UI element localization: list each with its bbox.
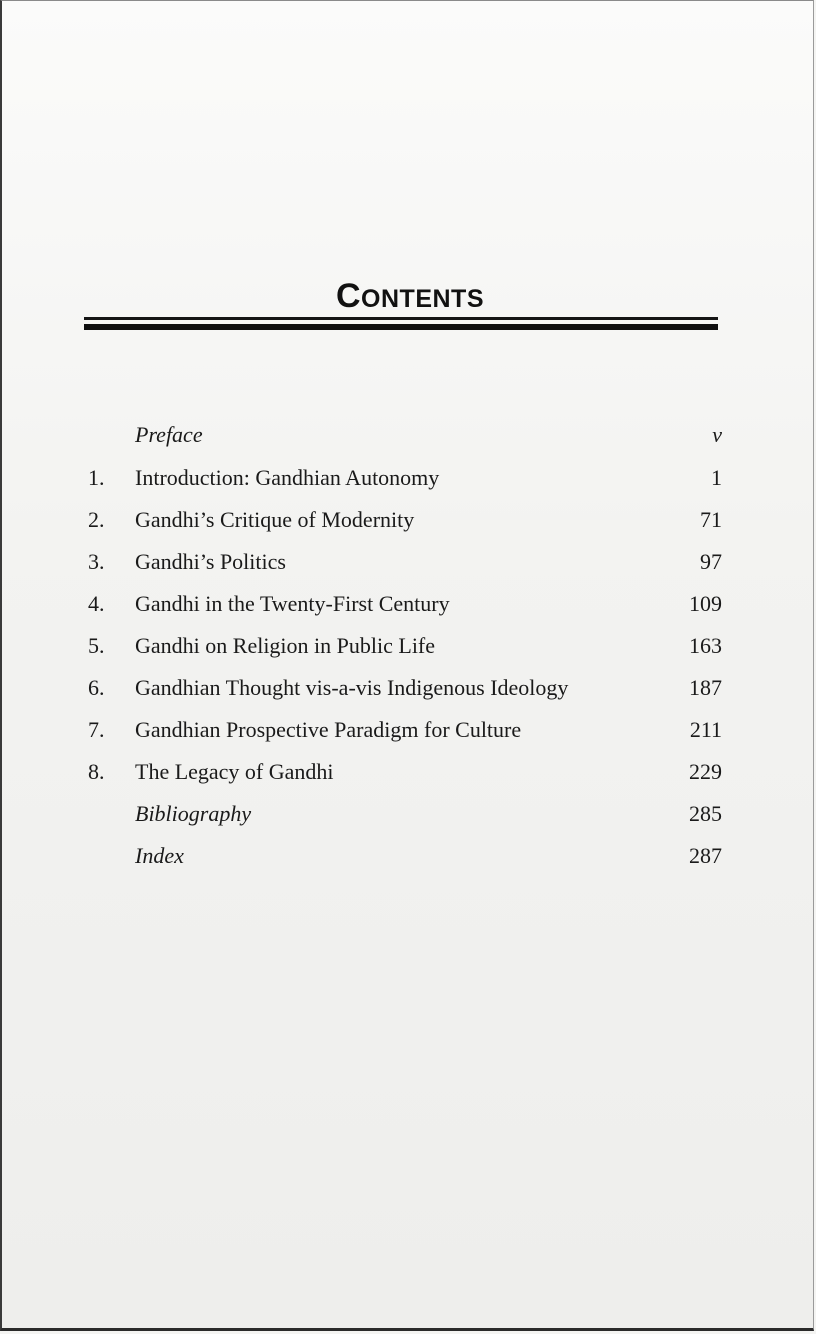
toc-entry-bibliography[interactable]	[2, 794, 816, 834]
toc-entry-chapter-7[interactable]	[2, 710, 816, 750]
entry-page: 1	[711, 465, 722, 490]
heading-initial: C	[335, 277, 362, 315]
contents-heading	[2, 277, 816, 316]
entry-number: 1.	[88, 465, 105, 490]
toc-entry-chapter-3[interactable]	[2, 542, 816, 582]
entry-number: 7.	[88, 717, 105, 742]
toc-entry-preface[interactable]	[2, 415, 816, 455]
entry-number: 4.	[88, 591, 105, 616]
heading-rule-thick	[84, 324, 718, 330]
entry-number: 8.	[88, 759, 105, 784]
entry-number: 5.	[88, 633, 105, 658]
entry-number: 6.	[88, 675, 105, 700]
entry-title: Gandhi’s Politics	[135, 549, 286, 574]
entry-page: 229	[689, 759, 722, 784]
entry-page: 187	[689, 675, 722, 700]
entry-title: The Legacy of Gandhi	[135, 759, 334, 784]
toc-entry-chapter-8[interactable]	[2, 752, 816, 792]
entry-title: Gandhian Prospective Paradigm for Culture	[135, 717, 522, 742]
entry-number: 3.	[88, 549, 105, 574]
toc-entry-chapter-6[interactable]	[2, 668, 816, 708]
entry-number: 2.	[88, 507, 105, 532]
entry-page: 109	[689, 591, 722, 616]
toc-entry-index[interactable]	[2, 836, 816, 876]
entry-title: Gandhian Thought vis-a-vis Indigenous Ideology	[135, 675, 569, 700]
entry-title: Gandhi on Religion in Public Life	[135, 633, 436, 658]
toc-entry-chapter-2[interactable]	[2, 500, 816, 540]
entry-title: Preface	[135, 422, 203, 447]
entry-title: Introduction: Gandhian Autonomy	[135, 465, 440, 490]
toc-entry-chapter-1[interactable]	[2, 458, 816, 498]
toc-entry-chapter-5[interactable]	[2, 626, 816, 666]
entry-page: 285	[689, 801, 722, 826]
entry-page: 163	[689, 633, 722, 658]
entry-page: 97	[700, 549, 722, 574]
heading-rest: ONTENTS	[361, 285, 484, 313]
entry-page: v	[712, 422, 722, 447]
entry-page: 211	[689, 717, 722, 742]
heading-rule-thin	[84, 317, 718, 320]
entry-title: Bibliography	[135, 801, 252, 826]
entry-page: 287	[689, 843, 722, 868]
entry-title: Index	[135, 843, 184, 868]
entry-page: 71	[700, 507, 722, 532]
toc-entry-chapter-4[interactable]	[2, 584, 816, 624]
entry-title: Gandhi in the Twenty-First Century	[135, 591, 450, 616]
entry-title: Gandhi’s Critique of Modernity	[135, 507, 415, 532]
